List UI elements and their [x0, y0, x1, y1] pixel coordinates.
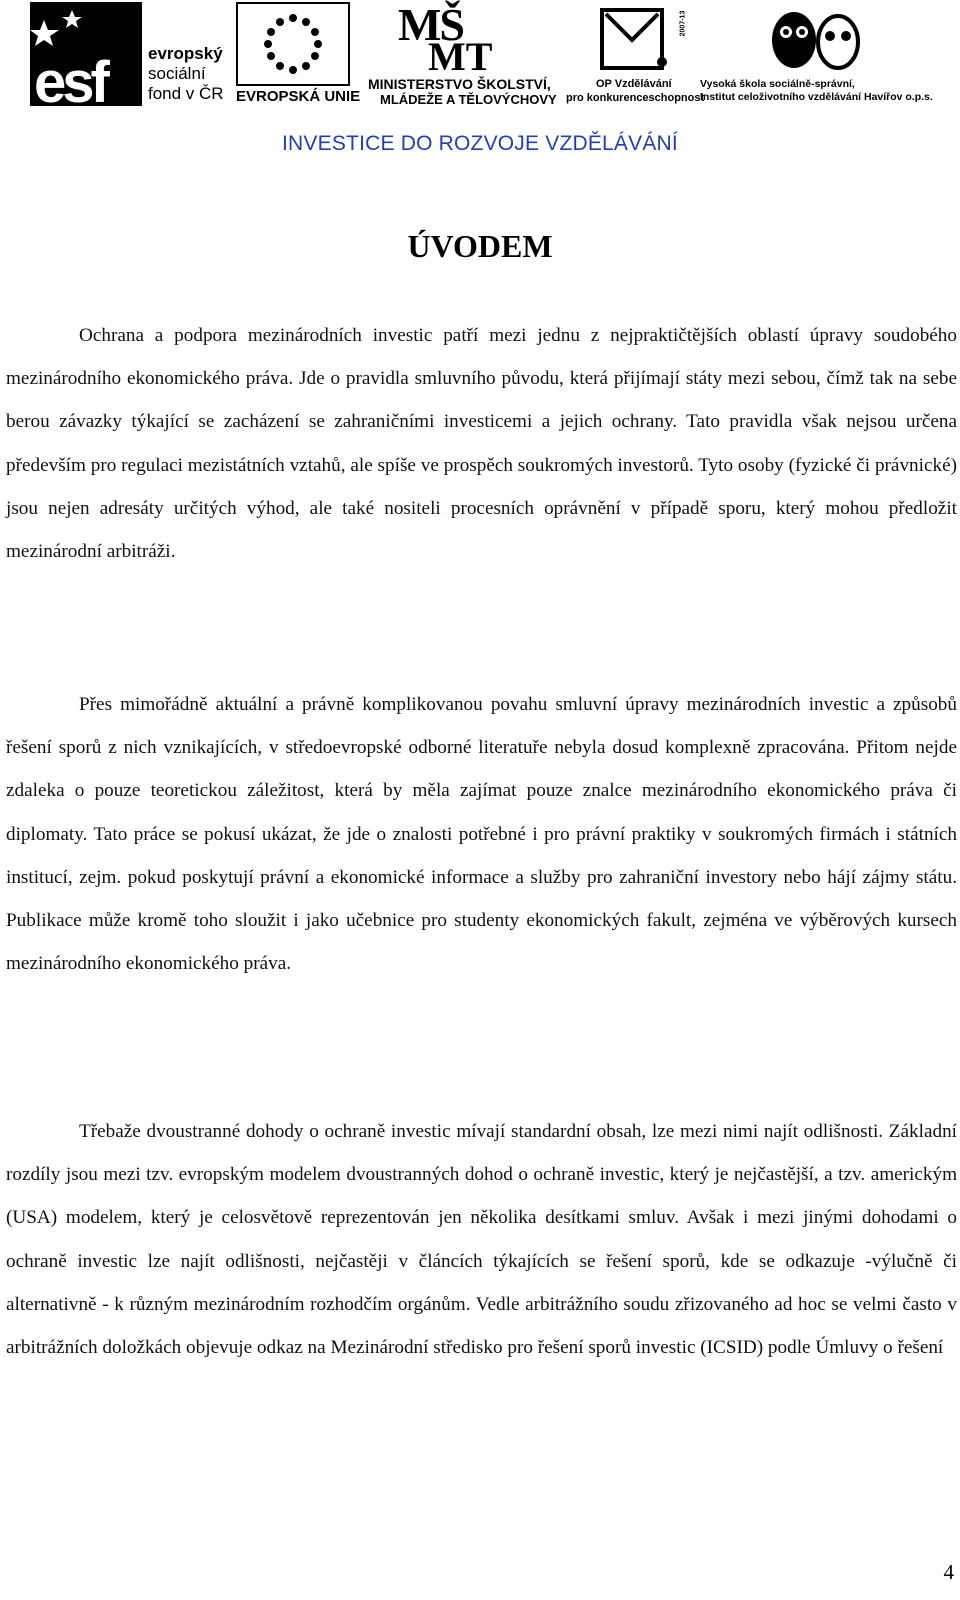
school-line-1: Vysoká škola sociálně-správní,	[700, 78, 855, 90]
esf-line-1: evropský	[148, 44, 223, 63]
esf-line-2: sociální	[148, 64, 206, 83]
project-heading: INVESTICE DO ROZVOJE VZDĚLÁVÁNÍ	[282, 132, 678, 155]
svg-text:esf: esf	[34, 50, 106, 106]
owl-icon	[764, 4, 874, 70]
paragraph-2: Přes mimořádně aktuální a právně komplikovanou povahu smluvní úpravy mezinárodních investic a způsobů řešení sporů z nich vznikajících, v středoevropské odborné literatuře nebyla dosud komplexně zpracována. Přitom nejde zdaleka o pouze teoretickou záležitost, která by měla zajímat pouze znalce mezinárodního ekonomického práva či diplomaty. Tato práce se pokusí ukázat, že jde o znalosti potřebné i pro právní praktiky v soukromých firmách i státních institucí, zejm. pokud poskytují právní a ekonomické informace a služby pro zahraniční investory nebo hájí zájmy státu. Publikace může kromě toho sloužit i jako učebnice pro studenty ekonomických fakult, zejména ve výběrových kursech mezinárodního ekonomického práva.	[6, 694, 957, 975]
school-logo	[700, 0, 940, 108]
op-mark-icon	[598, 6, 688, 76]
page-number: 4	[943, 1560, 954, 1584]
op-line-2: pro konkurenceschopnost	[566, 92, 705, 104]
svg-text:MT: MT	[428, 34, 493, 70]
msmt-logo	[368, 0, 557, 108]
op-logo	[566, 0, 705, 108]
school-line-2: Institut celoživotního vzdělávání Havířov o.p.s.	[700, 91, 933, 103]
msmt-line-2: MLÁDEŽE A TĚLOVÝCHOVY	[380, 92, 557, 107]
msmt-line-1: MINISTERSTVO ŠKOLSTVÍ,	[368, 76, 551, 92]
esf-logo	[30, 0, 230, 108]
op-years: 2007-13	[679, 10, 687, 37]
op-line-1: OP Vzdělávání	[596, 78, 672, 90]
page-title: ÚVODEM	[407, 228, 553, 264]
svg-text:MŠ: MŠ	[398, 0, 463, 50]
eu-logo	[236, 0, 361, 108]
eu-label: EVROPSKÁ UNIE	[236, 88, 361, 105]
logo-strip	[0, 0, 960, 112]
paragraph-1: Ochrana a podpora mezinárodních investic patří mezi jednu z nejpraktičtějších oblastí úpravy soudobého mezinárodního ekonomického práva. Jde o pravidla smluvního původu, která přijímají státy mezi sebou, čímž tak na sebe berou závazky týkající se zacházení se zahraničními investicemi a jejich ochrany. Tato pravidla však nejsou určena především pro regulaci mezistátních vztahů, ale spíše ve prospěch soukromých investorů. Tyto osoby (fyzické či právnické) jsou nejen adresáty určitých výhod, ale také nositeli procesních oprávnění v případě sporu, který mohou předložit mezinárodní arbitráži.	[6, 325, 957, 563]
eu-flag-icon	[236, 2, 350, 86]
esf-line-3: fond v ČR	[148, 84, 224, 103]
esf-mark-icon	[30, 2, 142, 106]
paragraph-3: Třebaže dvoustranné dohody o ochraně investic mívají standardní obsah, lze mezi nimi najít odlišnosti. Základní rozdíly jsou mezi tzv. evropským modelem dvoustranných dohod o ochraně investic, který je nejčastější, a tzv. americkým (USA) modelem, který je celosvětově reprezentován jen několika desítkami smluv. Avšak i mezi jinými dohodami o ochraně investic lze najít odlišnosti, nejčastěji v článcích týkajících se řešení sporů, kde se odkazuje -výlučně či alternativně - k různým mezinárodním rozhodčím orgánům. Vedle arbitrážního soudu zřizovaného ad hoc se velmi často v arbitrážních doložkách objevuje odkaz na Mezinárodní středisko pro řešení sporů investic (ICSID) podle Úmluvy o řešení	[6, 1121, 957, 1359]
msmt-mark-icon	[398, 0, 518, 70]
